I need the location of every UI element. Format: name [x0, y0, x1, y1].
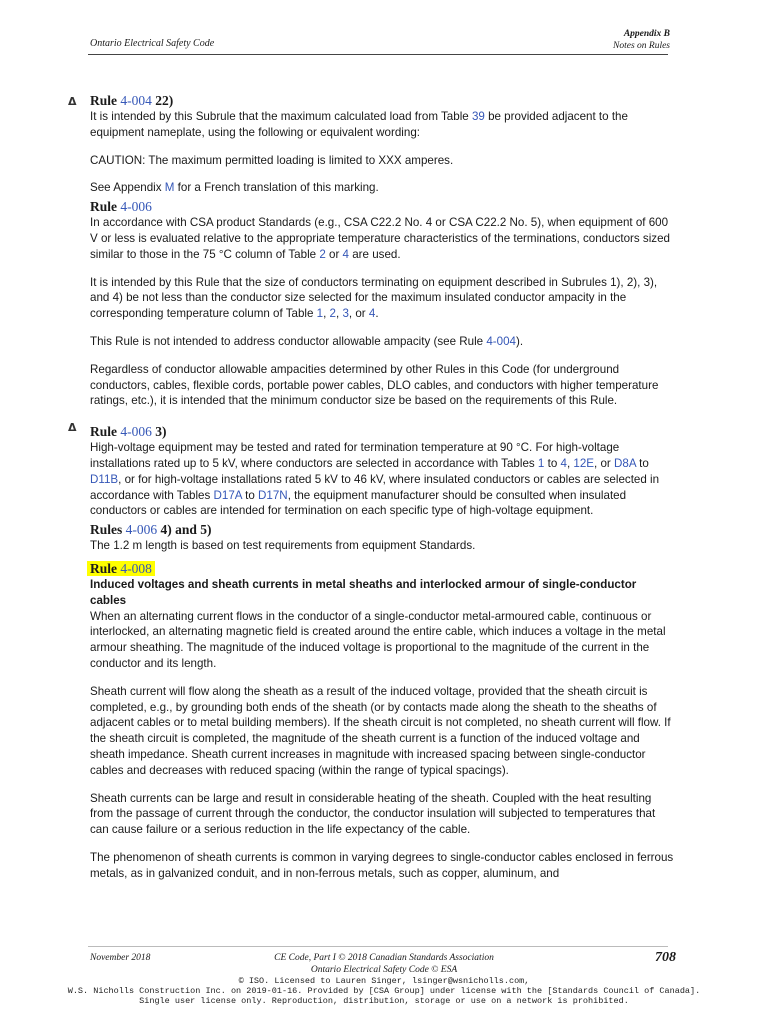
page-number: 708 — [655, 950, 676, 965]
rule-word: Rule — [90, 199, 121, 215]
text: , — [336, 307, 343, 321]
rule-suffix: 22) — [151, 93, 174, 108]
paragraph — [90, 215, 675, 262]
table-link[interactable]: 39 — [471, 110, 485, 123]
text: It is intended by this Subrule that the maximum calculated load from Table — [90, 110, 472, 123]
table-link[interactable]: D17N — [258, 488, 288, 502]
text: or — [325, 247, 343, 261]
table-link[interactable]: 4 — [368, 307, 376, 321]
text: . — [375, 307, 379, 321]
text: , the equipment manufacturer should be consulted when insulated conductors or cables are intended for termination on each specific type of high-voltage equipment. — [90, 488, 627, 518]
rule-suffix: 4) and 5) — [157, 522, 212, 538]
header-doc-title: Ontario Electrical Safety Code — [90, 38, 215, 49]
text: See Appendix — [90, 181, 165, 195]
table-link[interactable]: D11B — [90, 472, 119, 486]
rule-link[interactable]: 4-004 — [120, 93, 152, 108]
rule-link[interactable]: 4-008 — [120, 560, 152, 576]
rule-heading-4-008 — [90, 560, 675, 577]
table-link[interactable]: D8A — [614, 456, 636, 470]
table-link[interactable]: D17A — [213, 488, 242, 502]
text: to — [635, 456, 649, 470]
rule-link[interactable]: 4-006 — [120, 424, 152, 440]
page-body — [68, 92, 675, 893]
rule-word: Rule — [90, 93, 121, 108]
table-link[interactable]: 4 — [342, 247, 349, 261]
footer-date: November 2018 — [90, 953, 151, 963]
footer-copyright-line2: Ontario Electrical Safety Code © ESA — [310, 964, 458, 975]
delta-change-icon: Δ — [68, 421, 77, 435]
table-link[interactable]: 1 — [537, 456, 545, 470]
paragraph — [90, 109, 675, 141]
paragraph — [90, 180, 675, 196]
table-link[interactable]: 4 — [560, 456, 567, 470]
header-subtitle: Notes on Rules — [613, 41, 670, 51]
table-link[interactable]: 1 — [316, 307, 324, 321]
delta-change-icon: Δ — [68, 95, 77, 108]
rule-heading-4-006 — [90, 198, 675, 215]
text: , or for high-voltage installations rated 5 kV to 46 kV, where insulated conductors or cables are selected in accordance with Tables — [90, 472, 660, 502]
text: , — [323, 307, 330, 321]
footer-copyright — [234, 953, 534, 976]
rule-suffix: 3) — [151, 424, 167, 440]
license-notice — [0, 976, 768, 1006]
paragraph — [90, 275, 675, 322]
paragraph — [90, 440, 675, 519]
rule-word: Rule — [90, 560, 121, 576]
text: This Rule is not intended to address conductor allowable ampacity (see Rule — [90, 334, 487, 348]
section-subtitle: Induced voltages and sheath currents in metal sheaths and interlocked armour of single-conductor cables — [90, 577, 637, 607]
rule-link[interactable]: 4-006 — [125, 522, 158, 538]
text: are used. — [349, 247, 401, 261]
text: to — [241, 488, 259, 502]
paragraph: The 1.2 m length is based on test requirements from equipment Standards. — [90, 539, 476, 553]
paragraph — [90, 334, 675, 350]
caution-paragraph: CAUTION: The maximum permitted loading is limited to XXX amperes. — [90, 153, 454, 167]
rule-word: Rules — [90, 522, 126, 538]
text: be provided adjacent to the equipment nameplate, using the following or equivalent wording: — [90, 110, 628, 139]
text: , or — [594, 456, 615, 470]
text: In accordance with CSA product Standards (e.g., CSA C22.2 No. 4 or CSA C22.2 No. 5), when equipment of 600 V or less is evaluated relative to the appropriate temperature characteristics of the terminations, conductors sized similar to those in the 75 °C column of Table — [90, 216, 670, 261]
rule-heading-4-006-3 — [68, 421, 675, 440]
table-link[interactable]: 3 — [342, 307, 349, 321]
highlighted-rule — [87, 561, 155, 576]
rule-heading-4-004-22 — [68, 92, 675, 109]
header-section — [613, 28, 670, 52]
footer-divider — [88, 946, 668, 947]
rule-word: Rule — [90, 424, 121, 440]
table-link[interactable]: 12E — [573, 456, 595, 470]
appendix-link[interactable]: M — [164, 181, 175, 195]
paragraph: Regardless of conductor allowable ampacities determined by other Rules in this Code (for underground conductors, cables, flexible cords, portable power cables, DLO cables, and conductors with higher temperature ratings, etc.), it is intended that the minimum conductor size be based on the requirements of this Rule. — [90, 362, 659, 408]
text: , or — [348, 307, 369, 321]
paragraph: Sheath currents can be large and result in considerable heating of the sheath. Coupled with the heat resulting from the passage of current through the conductor, the conductor insulation will subjected to temperatures that can cause failure or a serious reduction in the life expectancy of the cable. — [90, 791, 656, 837]
rule-heading-4-006-4-5 — [90, 521, 675, 538]
paragraph: The phenomenon of sheath currents is common in varying degrees to single-conductor cables enclosed in ferrous metals, as in galvanized conduit, and in non-ferrous metals, such as copper, aluminum, and — [90, 850, 674, 880]
paragraph: When an alternating current flows in the conductor of a single-conductor metal-armoured cable, continuous or interlocked, an alternating magnetic field is created around the entire cable, which induces a voltage in the metal armour sheathing. The magnitude of the induced voltage is proportional to the magnitude of the current in the conductor and its length. — [90, 609, 666, 670]
header-appendix: Appendix B — [623, 29, 670, 39]
text: for a French translation of this marking. — [174, 181, 379, 195]
text: , — [566, 456, 574, 470]
rule-link[interactable]: 4-004 — [486, 334, 516, 348]
table-link[interactable]: 2 — [329, 307, 336, 321]
text: It is intended by this Rule that the size of conductors terminating on equipment described in Subrules 1), 2), 3), and 4) be not less than the conductor size selected for the maximum insulated conductor ampacity in the corresponding temperature column of Table — [90, 275, 658, 321]
header-divider — [88, 54, 668, 55]
text: High-voltage equipment may be tested and rated for termination temperature at 90 °C. For high-voltage installations rated up to 5 kV, where conductors are selected in accordance with Tables — [90, 441, 620, 470]
table-link[interactable]: 2 — [319, 247, 326, 261]
license-line1: © ISO. Licensed to Lauren Singer, lsinger@wsnicholls.com, — [238, 976, 530, 986]
paragraph: Sheath current will flow along the sheath as a result of the induced voltage, provided that the sheath circuit is completed, e.g., by grounding both ends of the sheath (or by contacts made along the sheath to the sheaths of adjacent cables or to metal building members). If the sheath circuit is not completed, no sheath current will flow. If the sheath circuit is completed, the magnitude of the sheath current is a function of the induced voltage and sheath impedance. Sheath current increases in magnitude with increased spacing between single-conductor cables and decreases with reduced spacing (within the range of typical spacings). — [90, 684, 671, 777]
license-line3: Single user license only. Reproduction, distribution, storage or use on a network is prohibited. — [139, 996, 629, 1006]
text: ). — [516, 334, 524, 348]
license-line2: W.S. Nicholls Construction Inc. on 2019-01-16. Provided by [CSA Group] under license with the [Standards Council of Canada]. — [67, 986, 701, 996]
rule-link[interactable]: 4-006 — [120, 199, 152, 215]
footer-copyright-line1: CE Code, Part I © 2018 Canadian Standards Association — [274, 953, 494, 963]
text: to — [544, 456, 561, 470]
